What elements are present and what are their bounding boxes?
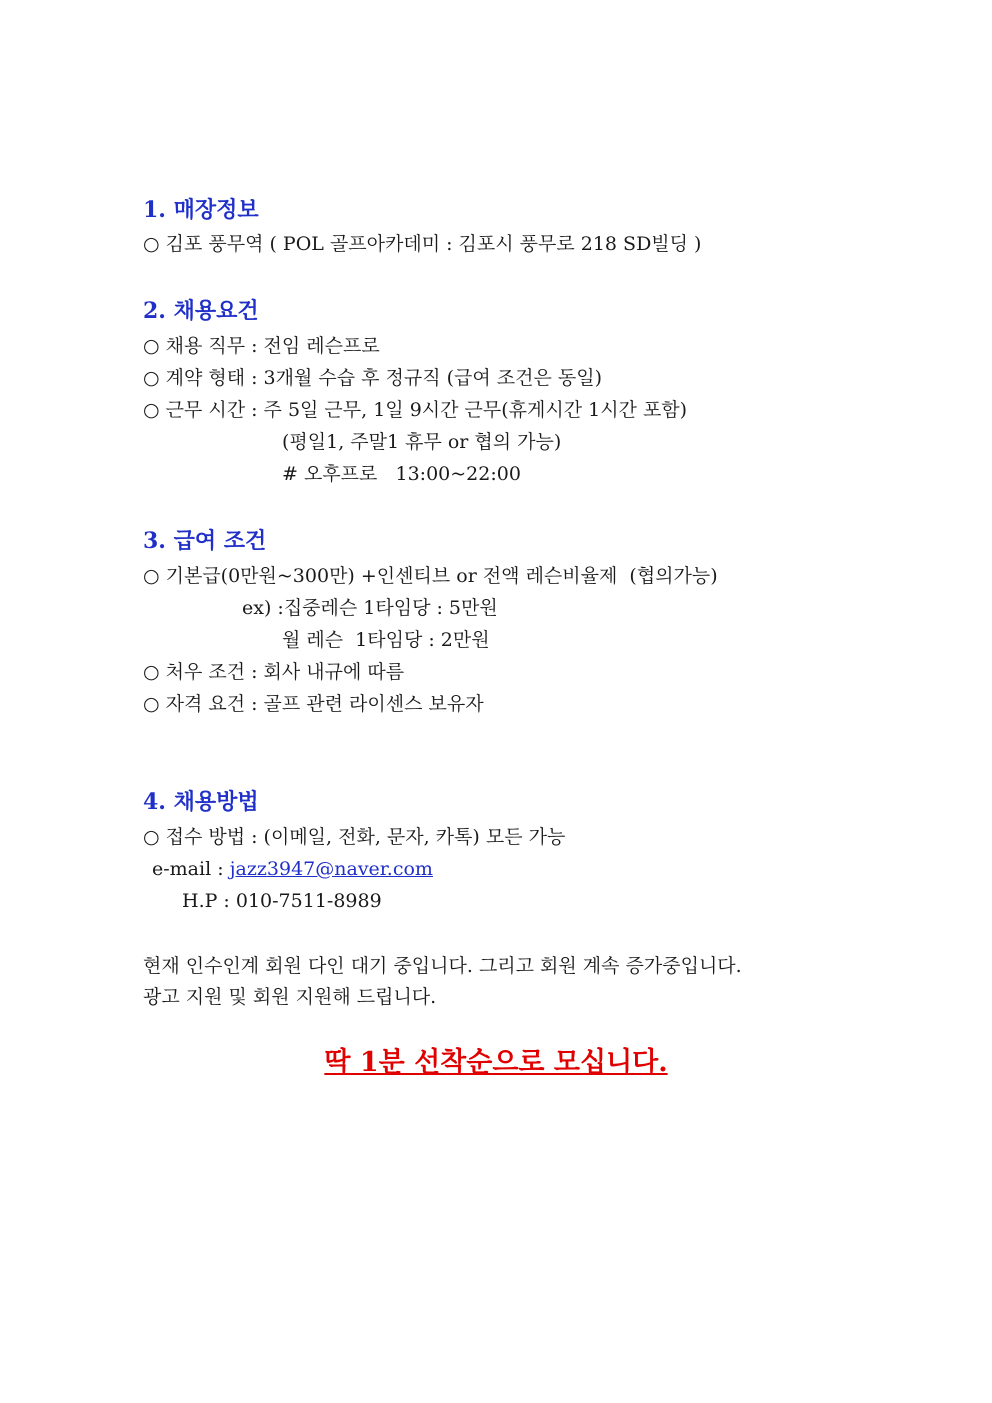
store-info-heading: 1. 매장정보 (143, 197, 259, 223)
phone-number: 010-7511-8989 (235, 890, 382, 912)
salary-heading: 3. 급여 조건 (143, 528, 267, 554)
salary-qualification: ○ 자격 요건 : 골프 관련 라이센스 보유자 (143, 693, 484, 715)
requirements-heading: 2. 채용요건 (143, 298, 259, 324)
salary-treatment: ○ 처우 조건 : 회사 내규에 따름 (143, 661, 405, 683)
email-label: e-mail : (152, 858, 230, 880)
requirements-days-off: (평일1, 주말1 휴무 or 협의 가능) (282, 431, 562, 453)
phone-label: H.P : (182, 890, 236, 912)
notice-line-1: 현재 인수인계 회원 다인 대기 중입니다. 그리고 회원 계속 증가중입니다. (143, 955, 742, 977)
salary-example-intensive: ex) :집중레슨 1타임당 : 5만원 (242, 597, 498, 619)
salary-example-monthly: 월 레슨 1타임당 : 2만원 (282, 629, 490, 651)
store-info-location: ○ 김포 풍무역 ( POL 골프아카데미 : 김포시 풍무로 218 SD빌딩 ) (143, 233, 702, 255)
notice-line-2: 광고 지원 및 회원 지원해 드립니다. (143, 986, 437, 1008)
salary-base: ○ 기본급(0만원~300만) +인센티브 or 전액 레슨비율제 (협의가능) (143, 565, 718, 587)
requirements-contract: ○ 계약 형태 : 3개월 수습 후 정규직 (급여 조건은 동일) (143, 367, 603, 389)
requirements-shift: # 오후프로 13:00~22:00 (282, 463, 521, 485)
method-email-row (152, 857, 433, 881)
method-application: ○ 접수 방법 : (이메일, 전화, 문자, 카톡) 모든 가능 (143, 826, 566, 848)
method-heading: 4. 채용방법 (143, 789, 259, 815)
method-phone-row (182, 889, 382, 913)
closing-banner: 딱 1분 선착순으로 모십니다. (324, 1047, 668, 1078)
requirements-job: ○ 채용 직무 : 전임 레슨프로 (143, 335, 380, 357)
email-link[interactable]: jazz3947@naver.com (229, 858, 433, 880)
requirements-hours: ○ 근무 시간 : 주 5일 근무, 1일 9시간 근무(휴게시간 1시간 포함) (143, 399, 688, 421)
